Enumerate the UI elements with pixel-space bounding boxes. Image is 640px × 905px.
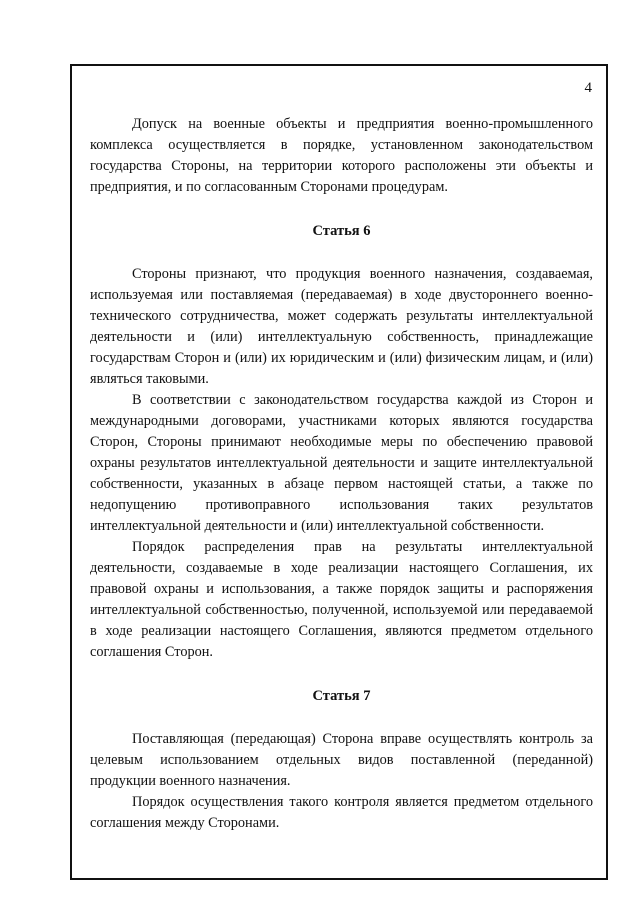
article-6-heading: Статья 6 — [312, 223, 371, 239]
document-body — [90, 114, 593, 834]
page-number: 4 — [584, 80, 592, 96]
article-7-paragraph-1: Поставляющая (передающая) Сторона вправе осуществлять контроль за целевым использованием отдельных видов поставленной (переданной) продукции военного назначения. — [90, 731, 593, 789]
article-7-paragraph-2: Порядок осуществления такого контроля является предметом отдельного соглашения между Сторонами. — [90, 794, 593, 831]
article-6-paragraph-1: Стороны признают, что продукция военного назначения, создаваемая, используемая или поставляемая (передаваемая) в ходе двустороннего военно-технического сотрудничества, может содержать результаты интеллектуальной деятельности и (или) интеллектуальную собственность, принадлежащие государствам Сторон и (или) их юридическим и (или) физическим лицам, и (или) являться таковыми. — [90, 266, 593, 387]
article-6-paragraph-2: В соответствии с законодательством государства каждой из Сторон и международными договорами, участниками которых являются государства Сторон, Стороны принимают необходимые меры по обеспечению правовой охраны результатов интеллектуальной деятельности и защите интеллектуальной собственности, указанных в абзаце первом настоящей статьи, а также по недопущению противоправного использования таких результатов интеллектуальной деятельности и (или) интеллектуальной собственности. — [90, 392, 593, 534]
article-7-heading: Статья 7 — [312, 688, 371, 704]
article-6-paragraph-3: Порядок распределения прав на результаты интеллектуальной деятельности, создаваемые в ходе реализации настоящего Соглашения, их правовой охраны и использования, а также порядок защиты и распоряжения интеллектуальной собственностью, полученной, используемой или передаваемой в ходе реализации настоящего Соглашения, являются предметом отдельного соглашения Сторон. — [90, 539, 593, 660]
intro-paragraph: Допуск на военные объекты и предприятия военно-промышленного комплекса осуществляется в порядке, установленном законодательством государства Стороны, на территории которого расположены эти объекты и предприятия, и по согласованным Сторонами процедурам. — [90, 116, 593, 195]
